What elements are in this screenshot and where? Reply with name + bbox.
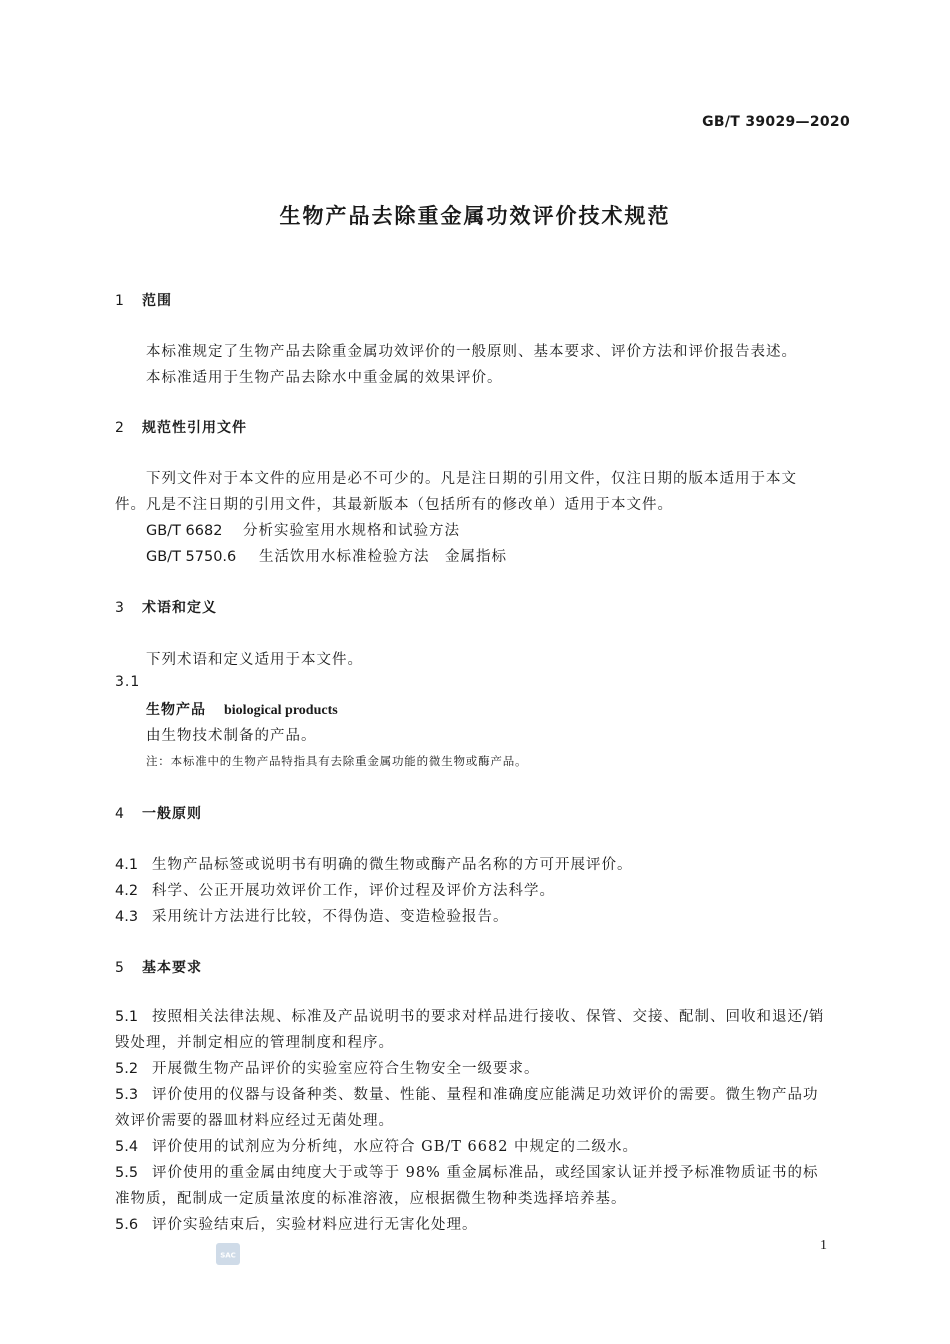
page-number: 1	[820, 1238, 827, 1253]
clause-number: 5.5	[115, 1165, 139, 1181]
clause-text: 评价实验结束后，实验材料应进行无害化处理。	[152, 1217, 478, 1233]
sac-logo-icon	[216, 1243, 240, 1265]
clause-item	[115, 853, 633, 874]
term-definition: 由生物技术制备的产品。	[146, 728, 317, 744]
term-note: 注：本标准中的生物产品特指具有去除重金属功能的微生物或酶产品。	[146, 754, 528, 768]
section-2-heading	[115, 417, 247, 437]
reference-item	[146, 519, 460, 540]
reference-item	[146, 545, 507, 566]
section-2-para-line-1: 下列文件对于本文件的应用是必不可少的。凡是注日期的引用文件，仅注日期的版本适用于本文	[146, 471, 797, 487]
term-chinese: 生物产品	[146, 702, 206, 718]
section-3-heading	[115, 597, 217, 617]
section-1-para-1: 本标准规定了生物产品去除重金属功效评价的一般原则、基本要求、评价方法和评价报告表述。	[146, 344, 797, 360]
clause-text-line-1: 按照相关法律法规、标准及产品说明书的要求对样品进行接收、保管、交接、配制、回收和退还/销	[152, 1009, 825, 1025]
section-title: 一般原则	[142, 806, 202, 822]
clause-item	[115, 1213, 478, 1234]
clause-item	[115, 1057, 540, 1078]
reference-code: GB/T 5750.6	[146, 549, 237, 565]
document-title: 生物产品去除重金属功效评价技术规范	[279, 204, 671, 228]
clause-text: 采用统计方法进行比较，不得伪造、变造检验报告。	[152, 909, 509, 925]
section-number: 3	[115, 600, 125, 616]
clause-item	[115, 879, 555, 900]
reference-title: 分析实验室用水规格和试验方法	[243, 523, 460, 539]
term-english: biological products	[224, 703, 338, 718]
section-number: 2	[115, 420, 125, 436]
clause-number: 4.2	[115, 883, 139, 899]
section-number: 4	[115, 806, 125, 822]
section-1-heading	[115, 290, 172, 310]
clause-text: 评价使用的试剂应为分析纯，水应符合 GB/T 6682 中规定的二级水。	[152, 1139, 639, 1155]
clause-text: 开展微生物产品评价的实验室应符合生物安全一级要求。	[152, 1061, 540, 1077]
section-title: 基本要求	[142, 960, 202, 976]
logo-text: SAC	[220, 1251, 236, 1260]
section-title: 术语和定义	[142, 600, 217, 616]
clause-item	[115, 1135, 638, 1156]
clause-number: 4.1	[115, 857, 139, 873]
clause-item	[115, 1005, 824, 1026]
clause-text-line-2: 效评价需要的器皿材料应经过无菌处理。	[115, 1113, 394, 1129]
clause-text-line-2: 毁处理，并制定相应的管理制度和程序。	[115, 1035, 394, 1051]
clause-text: 科学、公正开展功效评价工作，评价过程及评价方法科学。	[152, 883, 555, 899]
clause-item	[115, 1161, 818, 1182]
section-3-intro: 下列术语和定义适用于本文件。	[146, 652, 363, 668]
clause-number: 5.2	[115, 1061, 139, 1077]
section-2-para-line-2: 件。凡是不注日期的引用文件，其最新版本（包括所有的修改单）适用于本文件。	[115, 497, 673, 513]
term-entry	[146, 699, 338, 719]
clause-number: 5.1	[115, 1009, 139, 1025]
clause-text: 生物产品标签或说明书有明确的微生物或酶产品名称的方可开展评价。	[152, 857, 633, 873]
clause-number: 4.3	[115, 909, 139, 925]
reference-code: GB/T 6682	[146, 523, 223, 539]
clause-number: 5.4	[115, 1139, 139, 1155]
standard-code: GB/T 39029—2020	[702, 114, 850, 130]
clause-item	[115, 905, 509, 926]
reference-title: 生活饮用水标准检验方法 金属指标	[259, 549, 507, 565]
section-title: 规范性引用文件	[142, 420, 247, 436]
section-title: 范围	[142, 293, 172, 309]
section-5-heading	[115, 957, 202, 977]
section-number: 5	[115, 960, 125, 976]
clause-text-line-1: 评价使用的重金属由纯度大于或等于 98% 重金属标准品，或经国家认证并授予标准物质证书的标	[152, 1165, 819, 1181]
clause-number: 5.3	[115, 1087, 139, 1103]
clause-item	[115, 1083, 819, 1104]
clause-text-line-2: 准物质，配制成一定质量浓度的标准溶液，应根据微生物种类选择培养基。	[115, 1191, 627, 1207]
section-1-para-2: 本标准适用于生物产品去除水中重金属的效果评价。	[146, 370, 503, 386]
clause-text-line-1: 评价使用的仪器与设备种类、数量、性能、量程和准确度应能满足功效评价的需要。微生物产品功	[152, 1087, 819, 1103]
clause-number: 5.6	[115, 1217, 139, 1233]
section-4-heading	[115, 803, 202, 823]
term-number: 3.1	[115, 674, 141, 690]
section-number: 1	[115, 293, 125, 309]
